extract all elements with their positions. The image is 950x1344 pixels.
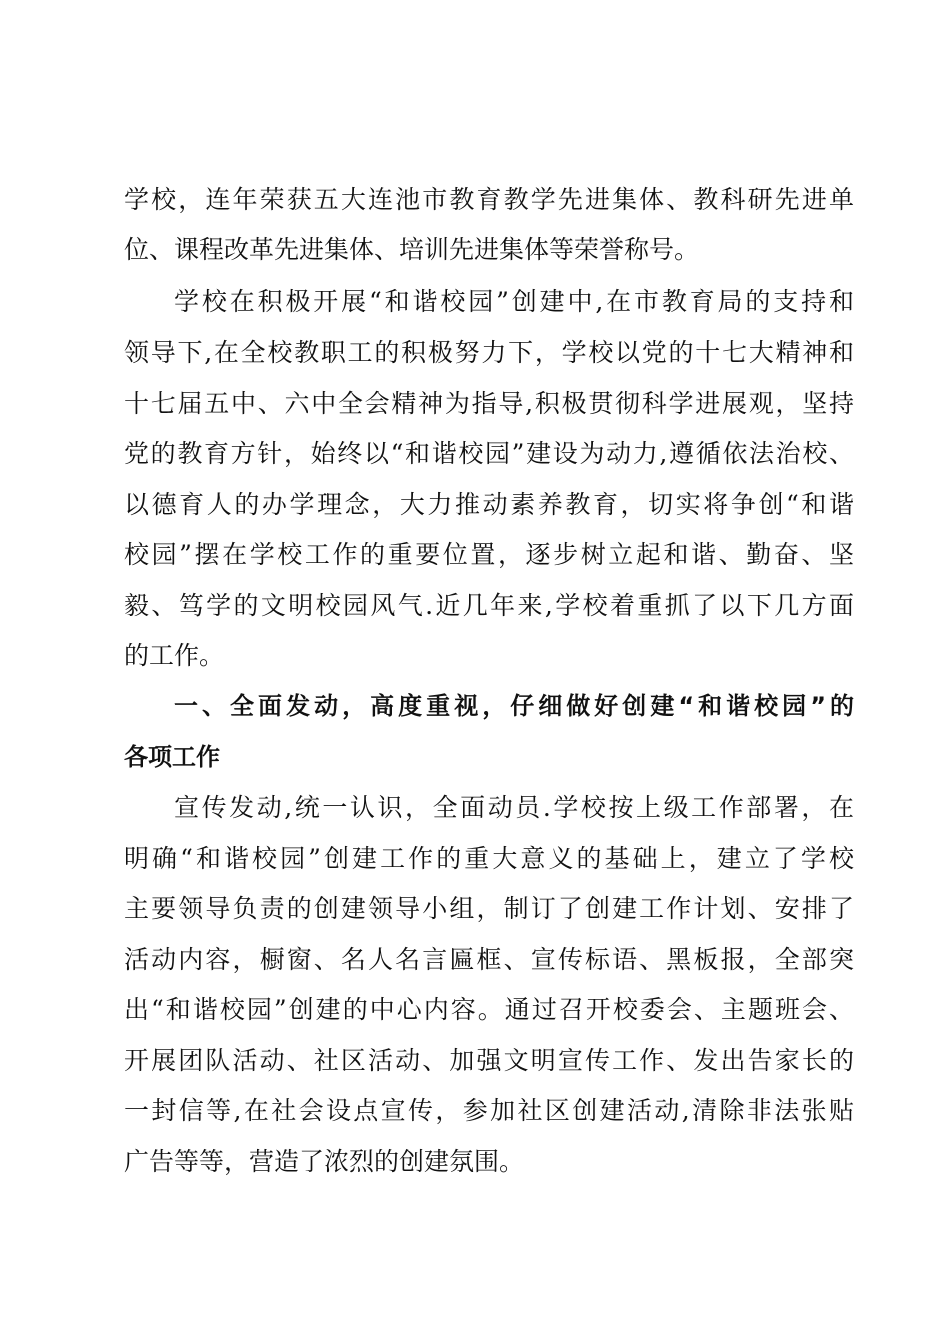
paragraph-3-line-7: 一封信等,在社会设点宣传，参加社区创建活动,清除非法张贴 (124, 1096, 854, 1125)
paragraph-2-line-6: 校园”摆在学校工作的重要位置，逐步树立起和谐、勤奋、坚 (124, 540, 854, 569)
paragraph-2-line-5: 以德育人的办学理念，大力推动素养教育，切实将争创“和谐 (124, 490, 854, 519)
paragraph-2-line-2: 领导下,在全校教职工的积极努力下，学校以党的十七大精神和 (124, 338, 854, 367)
paragraph-3-line-4: 活动内容，橱窗、名人名言匾框、宣传标语、黑板报，全部突 (124, 945, 854, 974)
paragraph-2-line-7: 毅、笃学的文明校园风气.近几年来,学校着重抓了以下几方面 (124, 591, 854, 620)
paragraph-3-line-3: 主要领导负责的创建领导小组，制订了创建工作计划、安排了 (124, 894, 854, 923)
paragraph-1-line-2: 位、课程改革先进集体、培训先进集体等荣誉称号。 (124, 235, 700, 264)
paragraph-3-line-1: 宣传发动,统一认识，全面动员.学校按上级工作部署，在 (174, 793, 854, 822)
paragraph-1-line-1: 学校，连年荣获五大连池市教育教学先进集体、教科研先进单 (124, 185, 854, 214)
paragraph-2-line-8: 的工作。 (124, 641, 225, 670)
paragraph-2-line-3: 十七届五中、六中全会精神为指导,积极贯彻科学进展观，坚持 (124, 389, 854, 418)
paragraph-3-line-2: 明确“和谐校园”创建工作的重大意义的基础上，建立了学校 (124, 844, 854, 873)
paragraph-3-line-8: 广告等等，营造了浓烈的创建氛围。 (124, 1147, 525, 1176)
section-heading-line-1: 一、全面发动，高度重视，仔细做好创建“和谐校园”的 (174, 692, 854, 720)
paragraph-3-line-6: 开展团队活动、社区活动、加强文明宣传工作、发出告家长的 (124, 1046, 854, 1075)
paragraph-2-line-4: 党的教育方针，始终以“和谐校园”建设为动力,遵循依法治校、 (124, 439, 854, 468)
paragraph-3-line-5: 出“和谐校园”创建的中心内容。通过召开校委会、主题班会、 (124, 995, 854, 1024)
paragraph-2-line-1: 学校在积极开展“和谐校园”创建中,在市教育局的支持和 (174, 287, 854, 316)
section-heading-line-2: 各项工作 (124, 743, 220, 771)
